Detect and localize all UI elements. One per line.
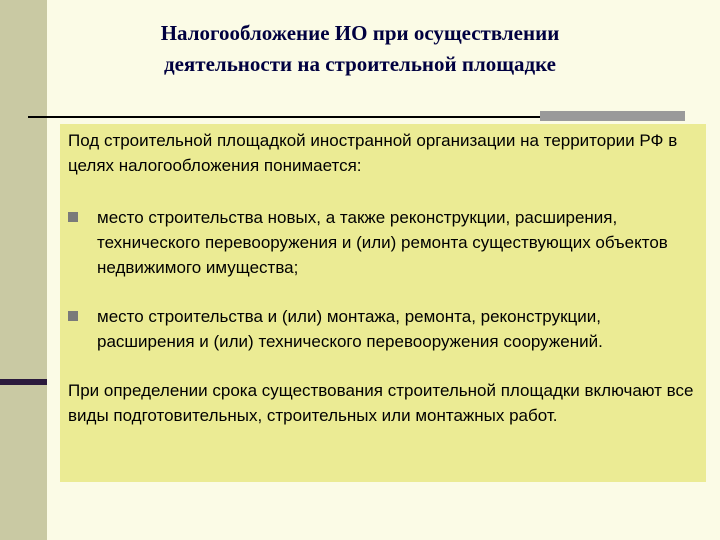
outro-paragraph: При определении срока существования строительной площадки включают все виды подготовительных, строительных или монтажных работ. (68, 381, 694, 425)
slide-title-line-2: деятельности на строительной площадке (163, 52, 557, 76)
square-bullet-icon (68, 212, 78, 222)
left-decorative-stripe-lower (0, 385, 47, 540)
divider-accent-bar (540, 111, 685, 121)
left-accent-bar (0, 379, 47, 385)
square-bullet-icon (68, 311, 78, 321)
list-item-text: место строительства и (или) монтажа, ремонта, реконструкции, расширения и (или) технического перевооружения сооружений. (97, 307, 603, 351)
list-item-text: место строительства новых, а также реконструкции, расширения, технического перевооружения и (или) ремонта существующих объектов недвижимого имущества; (97, 208, 668, 277)
slide-title (60, 18, 660, 80)
slide-title-line-1: Налогообложение ИО при осуществлении (160, 21, 560, 45)
intro-paragraph: Под строительной площадкой иностранной организации на территории РФ в целях налогообложения понимается: (68, 131, 678, 175)
